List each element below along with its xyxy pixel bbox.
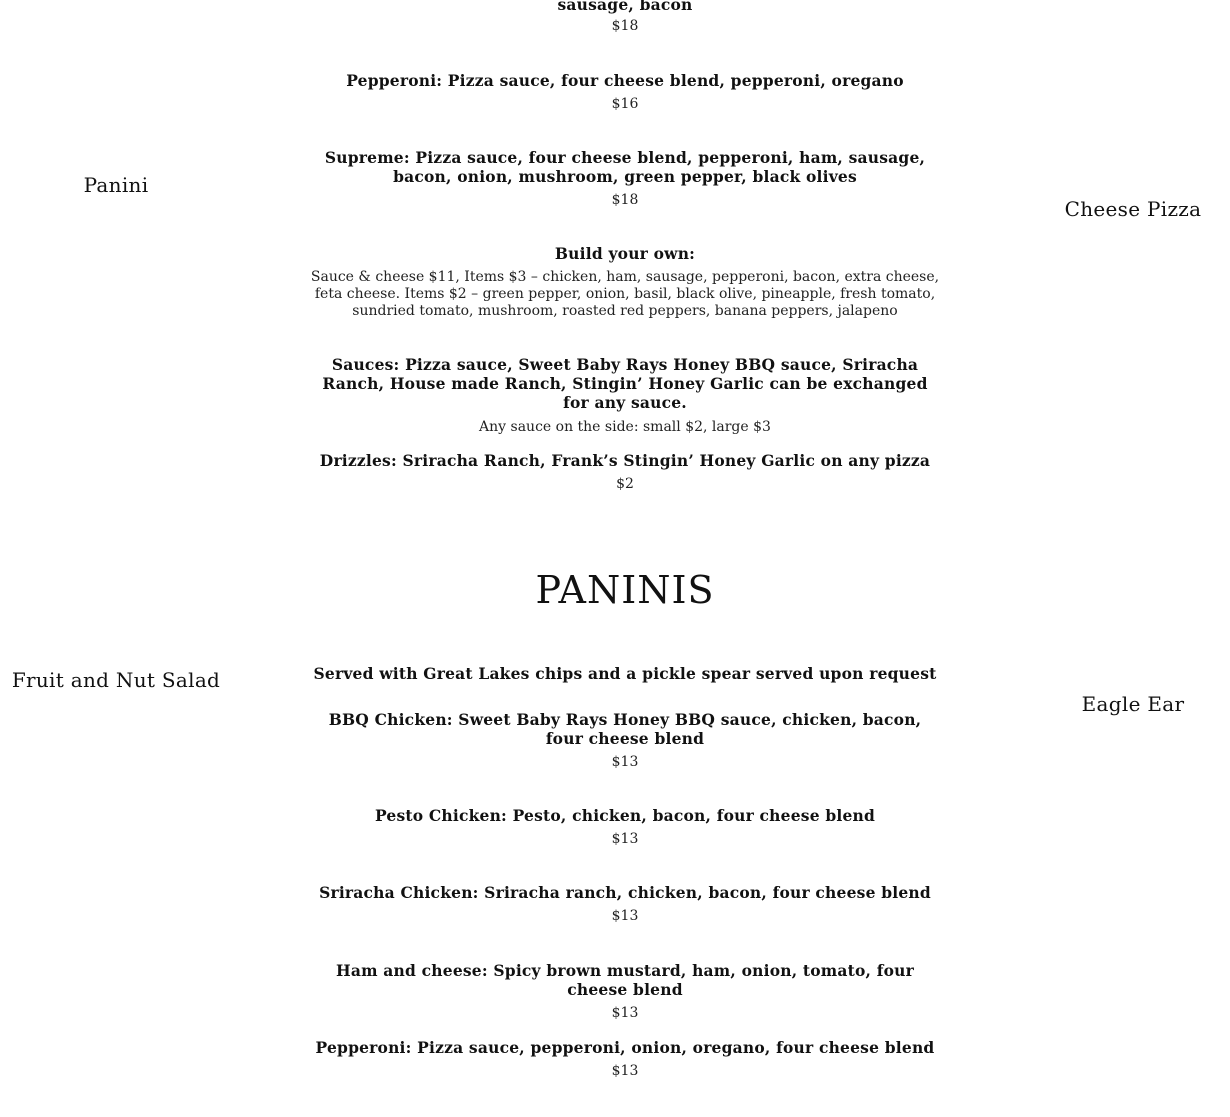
menu-item-title: Pepperoni: Pizza sauce, four cheese blend, pepperoni, oregano: [346, 71, 904, 90]
menu-item-title: Drizzles: Sriracha Ranch, Frank’s Stingin’ Honey Garlic on any pizza: [319, 451, 931, 470]
section-note: [305, 664, 945, 683]
menu-item-pepperoni-pizza: [305, 71, 945, 113]
menu-item-title: Ham and cheese: Spicy brown mustard, ham, onion, tomato, four cheese blend: [336, 961, 914, 999]
menu-item-supreme-pizza: [305, 148, 945, 209]
menu-item-price: $18: [611, 18, 639, 34]
menu-item-drizzles: [305, 451, 945, 493]
menu-item-build-your-own: [305, 244, 945, 320]
menu-item-price: $13: [611, 1063, 639, 1079]
menu-item-price: $16: [611, 96, 639, 112]
menu-item-title: sausage, bacon: [557, 0, 693, 14]
menu-item-price: $13: [611, 754, 639, 770]
menu-item-title: Pepperoni: Pizza sauce, pepperoni, onion, oregano, four cheese blend: [315, 1038, 935, 1057]
side-link-cheese-pizza[interactable]: Cheese Pizza: [1064, 197, 1202, 221]
menu-item-title: Supreme: Pizza sauce, four cheese blend, pepperoni, ham, sausage, bacon, onion, mushroom, green pepper, black olives: [324, 148, 926, 186]
menu-item-description: Any sauce on the side: small $2, large $3: [479, 419, 771, 435]
menu-item-price: $13: [611, 831, 639, 847]
side-link-fruit-and-nut-salad[interactable]: Fruit and Nut Salad: [11, 668, 221, 692]
menu-item-fragment: [305, 0, 945, 35]
section-heading-paninis: PANINIS: [535, 568, 715, 612]
panini-note: Served with Great Lakes chips and a pickle spear served upon request: [313, 664, 937, 683]
menu-item-price: $2: [616, 476, 634, 492]
menu-item-price: $18: [611, 192, 639, 208]
menu-item-bbq-chicken-panini: [305, 710, 945, 771]
menu-item-title: Sauces: Pizza sauce, Sweet Baby Rays Honey BBQ sauce, Sriracha Ranch, House made Ranch, Stingin’ Honey Garlic can be exchanged for any sauce.: [322, 355, 928, 412]
menu-item-price: $13: [611, 908, 639, 924]
menu-item-title: Build your own:: [554, 244, 696, 263]
menu-item-title: Sriracha Chicken: Sriracha ranch, chicken, bacon, four cheese blend: [319, 883, 931, 902]
menu-item-pepperoni-panini: [305, 1038, 945, 1080]
menu-item-ham-and-cheese-panini: [305, 961, 945, 1022]
side-link-panini[interactable]: Panini: [83, 173, 149, 197]
menu-item-description: Sauce & cheese $11, Items $3 – chicken, ham, sausage, pepperoni, bacon, extra cheese, feta cheese. Items $2 – green pepper, onion, basil, black olive, pineapple, fresh tomato, sundried tomato, mushroom, roasted red peppers, banana peppers, jalapeno: [310, 269, 940, 319]
menu-item-pesto-chicken-panini: [305, 806, 945, 848]
menu-item-title: BBQ Chicken: Sweet Baby Rays Honey BBQ sauce, chicken, bacon, four cheese blend: [328, 710, 922, 748]
menu-item-price: $13: [611, 1005, 639, 1021]
menu-item-sauces: [305, 355, 945, 436]
side-link-eagle-ear[interactable]: Eagle Ear: [1081, 692, 1185, 716]
menu-item-sriracha-chicken-panini: [305, 883, 945, 925]
menu-item-title: Pesto Chicken: Pesto, chicken, bacon, four cheese blend: [374, 806, 876, 825]
